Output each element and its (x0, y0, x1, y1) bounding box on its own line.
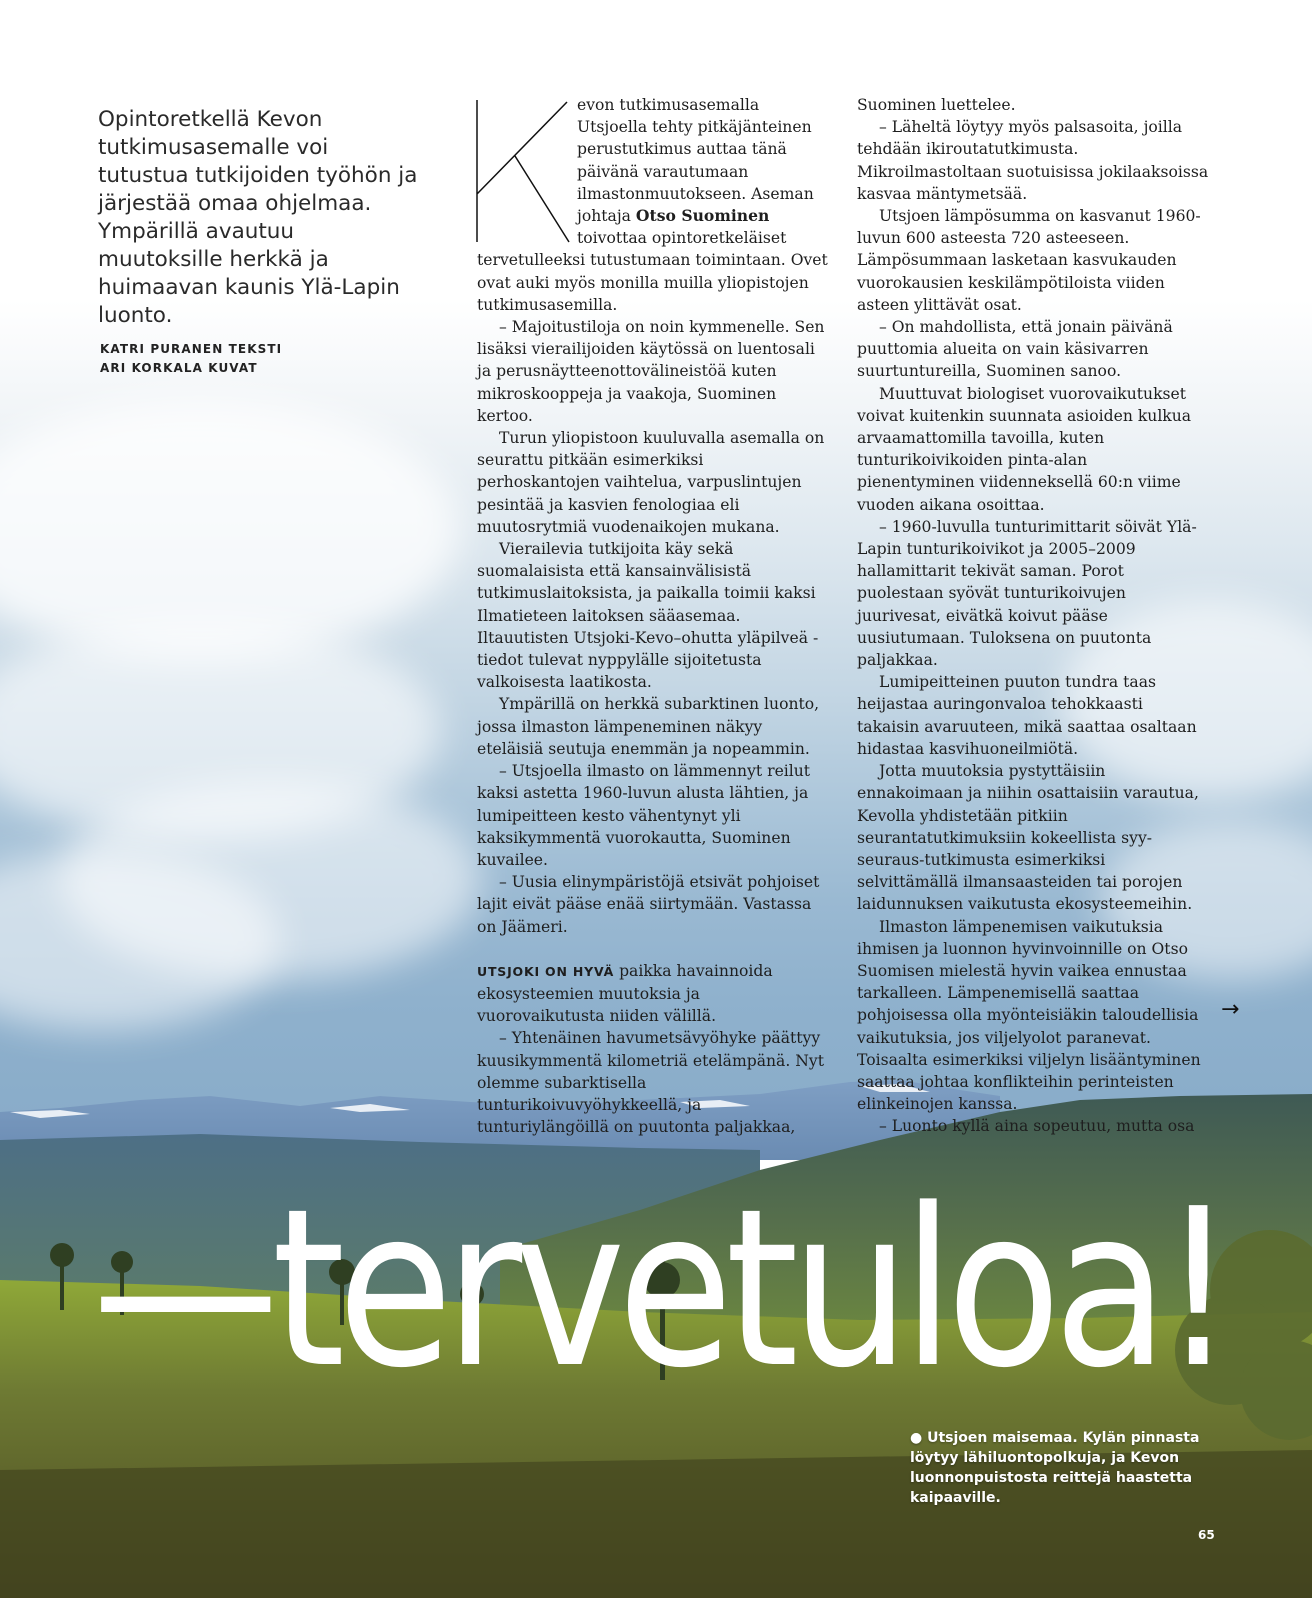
continue-arrow-icon: → (1221, 997, 1240, 1022)
paragraph: – Utsjoella ilmasto on lämmennyt reilut kaksi astetta 1960-luvun alusta lähtien, ja lumipeitteen kesto vähentynyt yli kaksikymmentä vuorokautta, Suominen kuvailee. (477, 762, 811, 869)
intro-text: Opintoretkellä Kevon tutkimusasemalle voi tutustua tutkijoiden työhön ja järjestää omaa ohjelmaa. Ympärillä avautuu muutoksille herkkä ja huimaavan kaunis Ylä-Lapin luonto. (98, 107, 418, 328)
paragraph: Suominen luettelee. (857, 96, 1016, 114)
paragraph: Jotta muutoksia pystyttäisiin ennakoimaan ja niihin osattaisiin varautua, Kevolla yhdistetään pitkiin seurantatutkimuksiin kokeellista syy-seuraus-tutkimusta esimerkiksi selvittämällä ilmansaasteiden tai porojen laidunnuksen vaikutusta ekosysteemeihin. (857, 762, 1199, 914)
article-column-1 (477, 94, 829, 1138)
paragraph: – Uusia elinympäristöjä etsivät pohjoiset lajit eivät pääse enää siirtymään. Vastassa on Jäämeri. (477, 873, 820, 936)
paragraph: Ilmaston lämpenemisen vaikutuksia ihmisen ja luonnon hyvinvoinnille on Otso Suomisen mielestä hyvin vaikea ennustaa tarkalleen. Lämpenemisellä saattaa pohjoisessa olla myönteisiäkin taloudellisia vaikutuksia, jos viljelyolot paranevat. Toisaalta esimerkiksi viljelyn lisääntyminen saattaa johtaa konflikteihin perinteisten elinkeinojen kanssa. (857, 917, 1201, 1114)
paragraph: – On mahdollista, että jonain päivänä puuttomia alueita on vain käsivarren suurtuntureilla, Suominen sanoo. (857, 318, 1173, 381)
paragraph: evon tutkimusasemalla Utsjoella tehty pitkäjänteinen perustutkimus auttaa tänä päivänä varautumaan ilmastonmuutokseen. Aseman johtaja Otso Suominen toivottaa opintoretkeläiset tervetulleeksi tutustumaan toimintaan. Ovet ovat auki myös monilla muilla yliopistojen tutkimusasemilla. (477, 96, 828, 314)
paragraph: – Yhtenäinen havumetsävyöhyke päättyy kuusikymmentä kilometriä etelämpänä. Nyt olemme subarktisella tunturikoivuvyöhykkeellä, ja tunturiylängöillä on puutonta paljakkaa, (477, 1029, 824, 1137)
paragraph: – Majoitustiloja on noin kymmenelle. Sen lisäksi vierailijoiden käytössä on luentosali ja perusnäytteenottovälineistöä kuten mikroskooppeja ja vaakoja, Suominen kertoo. (477, 318, 825, 425)
credits (100, 340, 282, 378)
paragraph: Utsjoen lämpösumma on kasvanut 1960-luvun 600 asteesta 720 asteeseen. Lämpösummaan lasketaan kasvukauden vuorokausien keskilämpötiloista viiden asteen ylittävät osat. (857, 207, 1201, 314)
paragraph: Muuttuvat biologiset vuorovaikutukset voivat kuitenkin suunnata asioiden kulkua arvaamattomilla tavoilla, kuten tunturikoivikoiden pinta-alan pienentyminen viidenneksellä 60:n viime vuoden aikana osoittaa. (857, 384, 1192, 514)
paragraph: – 1960-luvulla tunturimittarit söivät Ylä-Lapin tunturikoivikot ja 2005–2009 hallamittarit tekivät saman. Porot puolestaan syövät tunturikoivujen juurivesat, eivätkä koivut pääse uusiutumaan. Tuloksena on puutonta paljakkaa. (857, 517, 1197, 670)
subhead-caps: UTSJOKI ON HYVÄ (477, 963, 615, 979)
article-column-2 (857, 94, 1209, 1138)
paragraph: – Luonto kyllä aina sopeutuu, mutta osa (879, 1117, 1195, 1136)
credit-photos: ARI KORKALA KUVAT (100, 361, 258, 375)
paragraph: UTSJOKI ON HYVÄ paikka havainnoida ekosysteemien muutoksia ja vuorovaikutusta niiden välillä. (477, 961, 773, 1026)
paragraph: Vierailevia tutkijoita käy sekä suomalaisista että kansainvälisistä tutkimuslaitoksista, ja paikalla toimii kaksi Ilmatieteen laitoksen sääasemaa. Iltauutisten Utsjoki-Kevo–ohutta yläpilveä -tiedot tulevat nyppylälle sijoitetusta valkoisesta laatikosta. (477, 540, 819, 692)
page-number: 65 (1198, 1528, 1215, 1542)
paragraph: Ympärillä on herkkä subarktinen luonto, jossa ilmaston lämpeneminen näkyy eteläisiä seutuja enemmän ja nopeammin. (477, 695, 820, 758)
paragraph: – Läheltä löytyy myös palsasoita, joilla tehdään ikiroutatutkimusta. Mikroilmastoltaan suotuisissa jokilaaksoissa kasvaa mäntymetsää. (857, 118, 1209, 203)
dropcap-k (475, 98, 577, 244)
headline: —tervetuloa! (92, 1163, 1228, 1416)
credit-text: KATRI PURANEN TEKSTI (100, 342, 283, 356)
paragraph: Turun yliopistoon kuuluvalla asemalla on seurattu pitkään esimerkiksi perhoskantojen vaihtelua, varpuslintujen pesintää ja kasvien fenologiaa eli muutosrytmiä vuodenaikojen mukana. (477, 429, 825, 536)
photo-caption: ● Utsjoen maisemaa. Kylän pinnasta löytyy lähiluontopolkuja, ja Kevon luonnonpuistosta reittejä haastetta kaipaaville. (910, 1430, 1200, 1506)
paragraph: Lumipeitteinen puuton tundra taas heijastaa auringonvaloa tehokkaasti takaisin avaruuteen, mikä saattaa osaltaan hidastaa kasvihuoneilmiötä. (857, 673, 1197, 758)
